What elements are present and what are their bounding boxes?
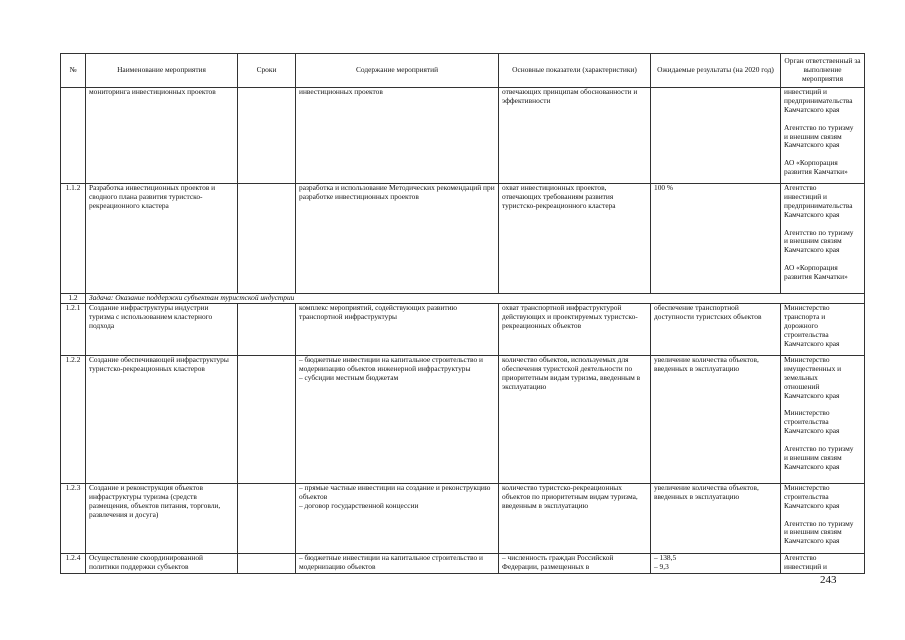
row-content: комплекс мероприятий, содействующих развитию транспортной инфраструктуры <box>296 303 499 355</box>
row-results: увеличение количества объектов, введенных в эксплуатацию <box>651 483 781 553</box>
org-line: и внешним связям <box>784 527 842 537</box>
row-num: 1.2.1 <box>61 303 86 355</box>
org-line: Министерство <box>784 355 830 364</box>
task-num: 1.2 <box>61 294 86 304</box>
org-line: инвестиций и <box>784 191 827 201</box>
table-row <box>61 355 865 483</box>
header-results: Ожидаемые результаты (на 2020 год) <box>651 54 781 88</box>
org-line: Камчатского края <box>784 104 840 114</box>
row-content: – бюджетные инвестиции на капитальное строительство и модернизацию объектов инженерной инфраструктуры – субсидии местным бюджетам <box>296 355 499 483</box>
org-line: отношений <box>784 381 820 391</box>
org-line: Камчатского края <box>784 209 840 219</box>
org-line: Агентство <box>784 553 817 562</box>
table-row <box>61 184 865 294</box>
org-line: АО «Корпорация <box>784 263 838 273</box>
row-content: инвестиционных проектов <box>296 88 499 184</box>
header-name: Наименование мероприятия <box>86 54 238 88</box>
row-name: Разработка инвестиционных проектов и сводного плана развития туристско-рекреационного кластера <box>86 184 238 294</box>
row-name: Создание обеспечивающей инфраструктуры туристско-рекреационных кластеров <box>86 355 238 483</box>
org-line: Камчатского края <box>784 338 840 348</box>
row-name: Создание и реконструкция объектов инфраструктуры туризма (средств размещения, объектов питания, торговли, развлечения и досуга) <box>86 483 238 553</box>
org-line: и внешним связям <box>784 131 842 141</box>
row-results: обеспечение транспортной доступности туристских объектов <box>651 303 781 355</box>
row-term <box>238 355 296 483</box>
row-term <box>238 483 296 553</box>
header-term: Сроки <box>238 54 296 88</box>
org-line: развития Камчатки» <box>784 272 848 282</box>
row-org <box>781 553 865 573</box>
row-num <box>61 88 86 184</box>
row-indicators: охват инвестиционных проектов, отвечающих требованиям развития туристско-рекреационного кластера <box>499 184 651 294</box>
row-content: – бюджетные инвестиции на капитальное строительство и модернизацию объектов <box>296 553 499 573</box>
row-name: Осуществление скоординированной политики поддержки субъектов <box>86 553 238 573</box>
org-line: Министерство <box>784 408 830 418</box>
row-results <box>651 88 781 184</box>
org-line: имущественных и <box>784 363 842 373</box>
org-line: Камчатского края <box>784 461 840 471</box>
org-line: земельных <box>784 372 818 382</box>
org-line: АО «Корпорация <box>784 158 838 168</box>
org-line: Камчатского края <box>784 500 840 510</box>
row-num: 1.2.3 <box>61 483 86 553</box>
task-text: Задача: Оказание поддержки субъектам туристской индустрии <box>86 294 865 304</box>
org-line: строительства <box>784 417 829 427</box>
table-row <box>61 483 865 553</box>
org-line: Агентство по туризму <box>784 443 854 453</box>
row-indicators: отвечающих принципам обоснованности и эффективности <box>499 88 651 184</box>
org-line: Министерство <box>784 303 830 312</box>
row-org <box>781 88 865 184</box>
org-line: Камчатского края <box>784 140 840 150</box>
row-results: 100 % <box>651 184 781 294</box>
header-indicators: Основные показатели (характеристики) <box>499 54 651 88</box>
table-header-row <box>61 54 865 88</box>
org-line: предпринимательства <box>784 200 853 210</box>
row-num: 1.2.4 <box>61 553 86 573</box>
header-num: № <box>61 54 86 88</box>
org-line: Агентство по туризму <box>784 227 854 237</box>
row-term <box>238 88 296 184</box>
org-line: Камчатского края <box>784 390 840 400</box>
org-line: строительства <box>784 491 829 501</box>
row-num: 1.2.2 <box>61 355 86 483</box>
org-line: предпринимательства <box>784 95 853 105</box>
row-org <box>781 303 865 355</box>
page-number: 243 <box>820 574 837 586</box>
row-content: разработка и использование Методических рекомендаций при разработке инвестиционных проектов <box>296 184 499 294</box>
org-line: и внешним связям <box>784 236 842 246</box>
header-org: Орган ответственный за выполнение мероприятия <box>781 54 865 88</box>
row-term <box>238 184 296 294</box>
row-name: Создание инфраструктуры индустрии туризма с использованием кластерного подхода <box>86 303 238 355</box>
org-line: Агентство по туризму <box>784 122 854 132</box>
row-content: – прямые частные инвестиции на создание и реконструкцию объектов – договор государственной концессии <box>296 483 499 553</box>
row-indicators: количество объектов, используемых для обеспечения туристской деятельности по приоритетным видам туризма, введенным в эксплуатацию <box>499 355 651 483</box>
org-line: Агентство по туризму <box>784 518 854 528</box>
table-row <box>61 553 865 573</box>
org-line: дорожного <box>784 320 818 330</box>
row-org <box>781 184 865 294</box>
result-line: – 138,5 <box>654 553 677 562</box>
org-line: Министерство <box>784 483 830 492</box>
header-content: Содержание мероприятий <box>296 54 499 88</box>
task-row <box>61 294 865 304</box>
org-line: развития Камчатки» <box>784 167 848 177</box>
org-line: Камчатского края <box>784 426 840 436</box>
org-line: и внешним связям <box>784 452 842 462</box>
result-line: – 9,3 <box>654 561 669 571</box>
row-indicators: охват транспортной инфраструктурой действующих и проектируемых туристско-рекреационных объектов <box>499 303 651 355</box>
org-line: Камчатского края <box>784 536 840 546</box>
org-line: инвестиций и <box>784 561 827 571</box>
row-indicators: количество туристско-рекреационных объектов по приоритетным видам туризма, введенным в эксплуатацию <box>499 483 651 553</box>
row-results: увеличение количества объектов, введенных в эксплуатацию <box>651 355 781 483</box>
row-org <box>781 483 865 553</box>
org-line: транспорта и <box>784 311 826 321</box>
table-row <box>61 303 865 355</box>
org-line: инвестиций и <box>784 87 827 96</box>
row-term <box>238 303 296 355</box>
activities-table <box>60 53 865 574</box>
row-name: мониторинга инвестиционных проектов <box>86 88 238 184</box>
row-results <box>651 553 781 573</box>
row-num: 1.1.2 <box>61 184 86 294</box>
row-term <box>238 553 296 573</box>
org-line: строительства <box>784 329 829 339</box>
org-line: Камчатского края <box>784 245 840 255</box>
org-line: Агентство <box>784 183 817 192</box>
table-row <box>61 88 865 184</box>
row-indicators: – численность граждан Российской Федерации, размещенных в <box>499 553 651 573</box>
row-org <box>781 355 865 483</box>
